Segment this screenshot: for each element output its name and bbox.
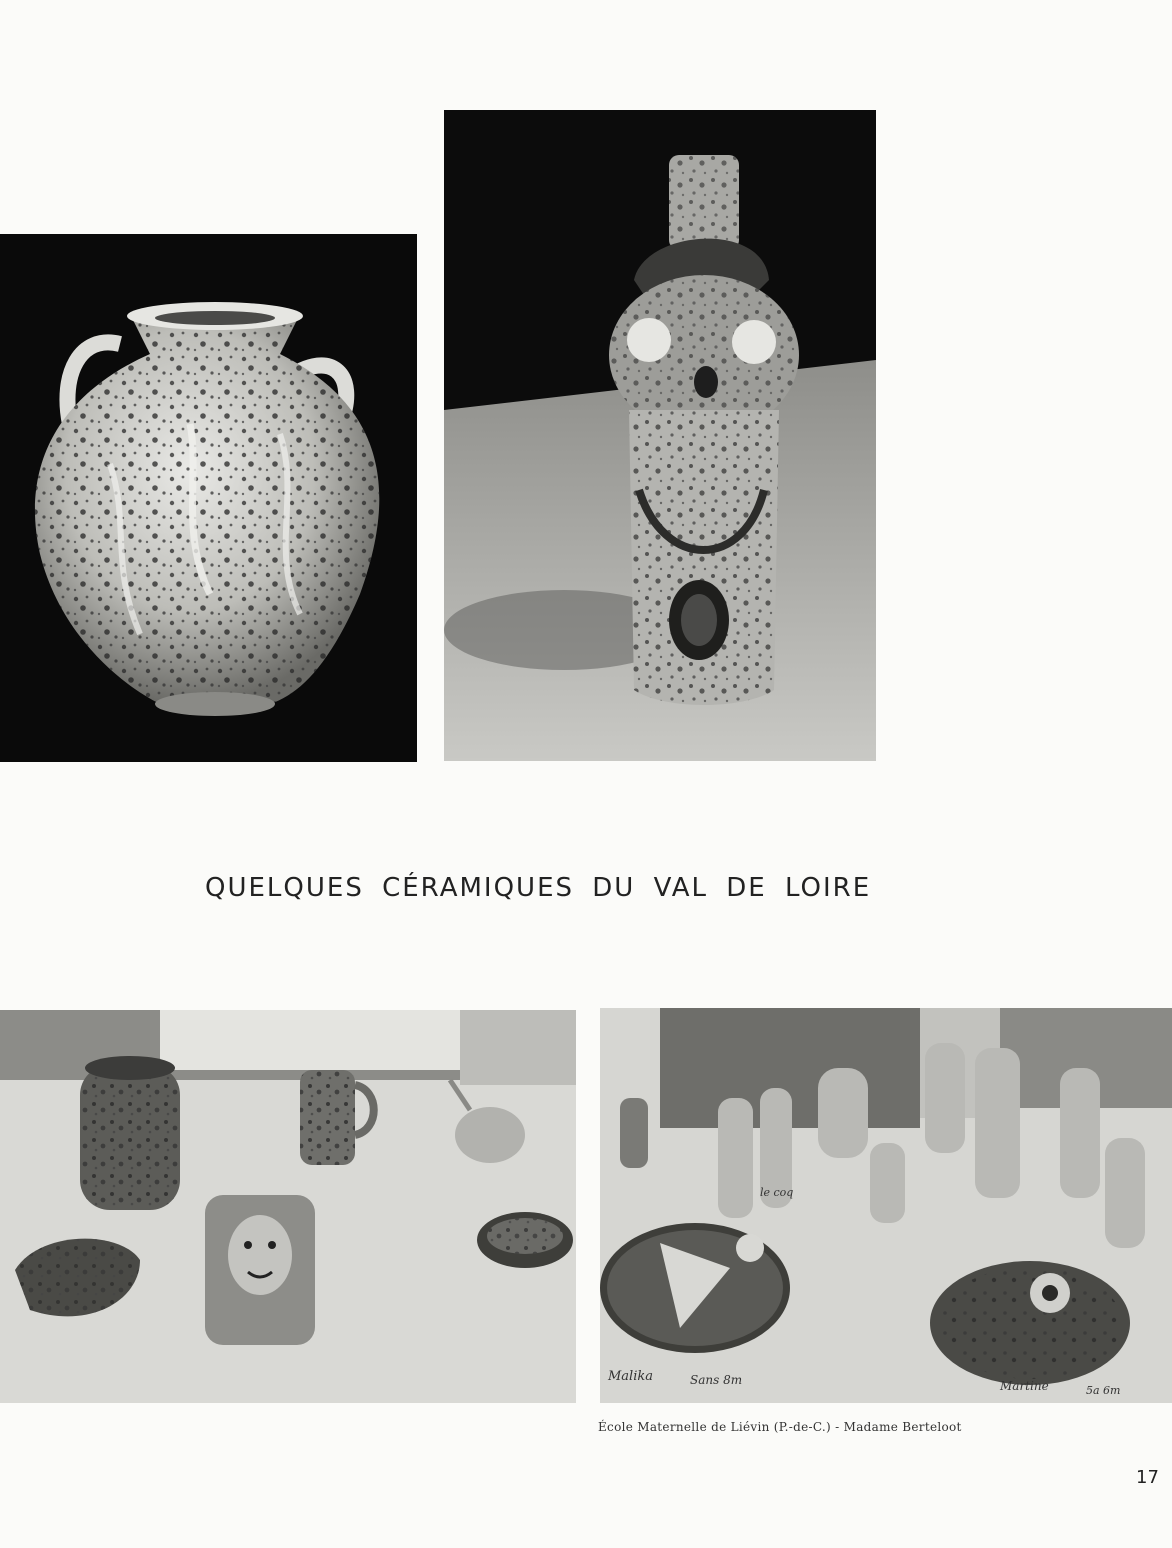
- handwritten-label: Malika: [608, 1369, 654, 1384]
- ceramics-table-illustration: [0, 1010, 576, 1403]
- page-number: 17: [1136, 1467, 1159, 1488]
- children-ceramics-illustration: [600, 1008, 1172, 1403]
- photo-caption: École Maternelle de Liévin (P.-de-C.) - Madame Berteloot: [598, 1420, 962, 1434]
- vase-photo: [0, 234, 417, 762]
- page-heading: QUELQUES CÉRAMIQUES DU VAL DE LOIRE: [205, 873, 872, 903]
- figure-bottle-photo: [444, 110, 876, 761]
- handwritten-label: Sans 8m: [690, 1373, 743, 1387]
- vase-illustration: [0, 234, 417, 762]
- handwritten-label: le coq: [760, 1186, 794, 1199]
- ceramics-table-photo: [0, 1010, 576, 1403]
- children-ceramics-photo: [600, 1008, 1172, 1403]
- handwritten-label: Martine: [1000, 1379, 1049, 1393]
- handwritten-label: 5a 6m: [1086, 1384, 1121, 1397]
- figure-illustration: [444, 110, 876, 761]
